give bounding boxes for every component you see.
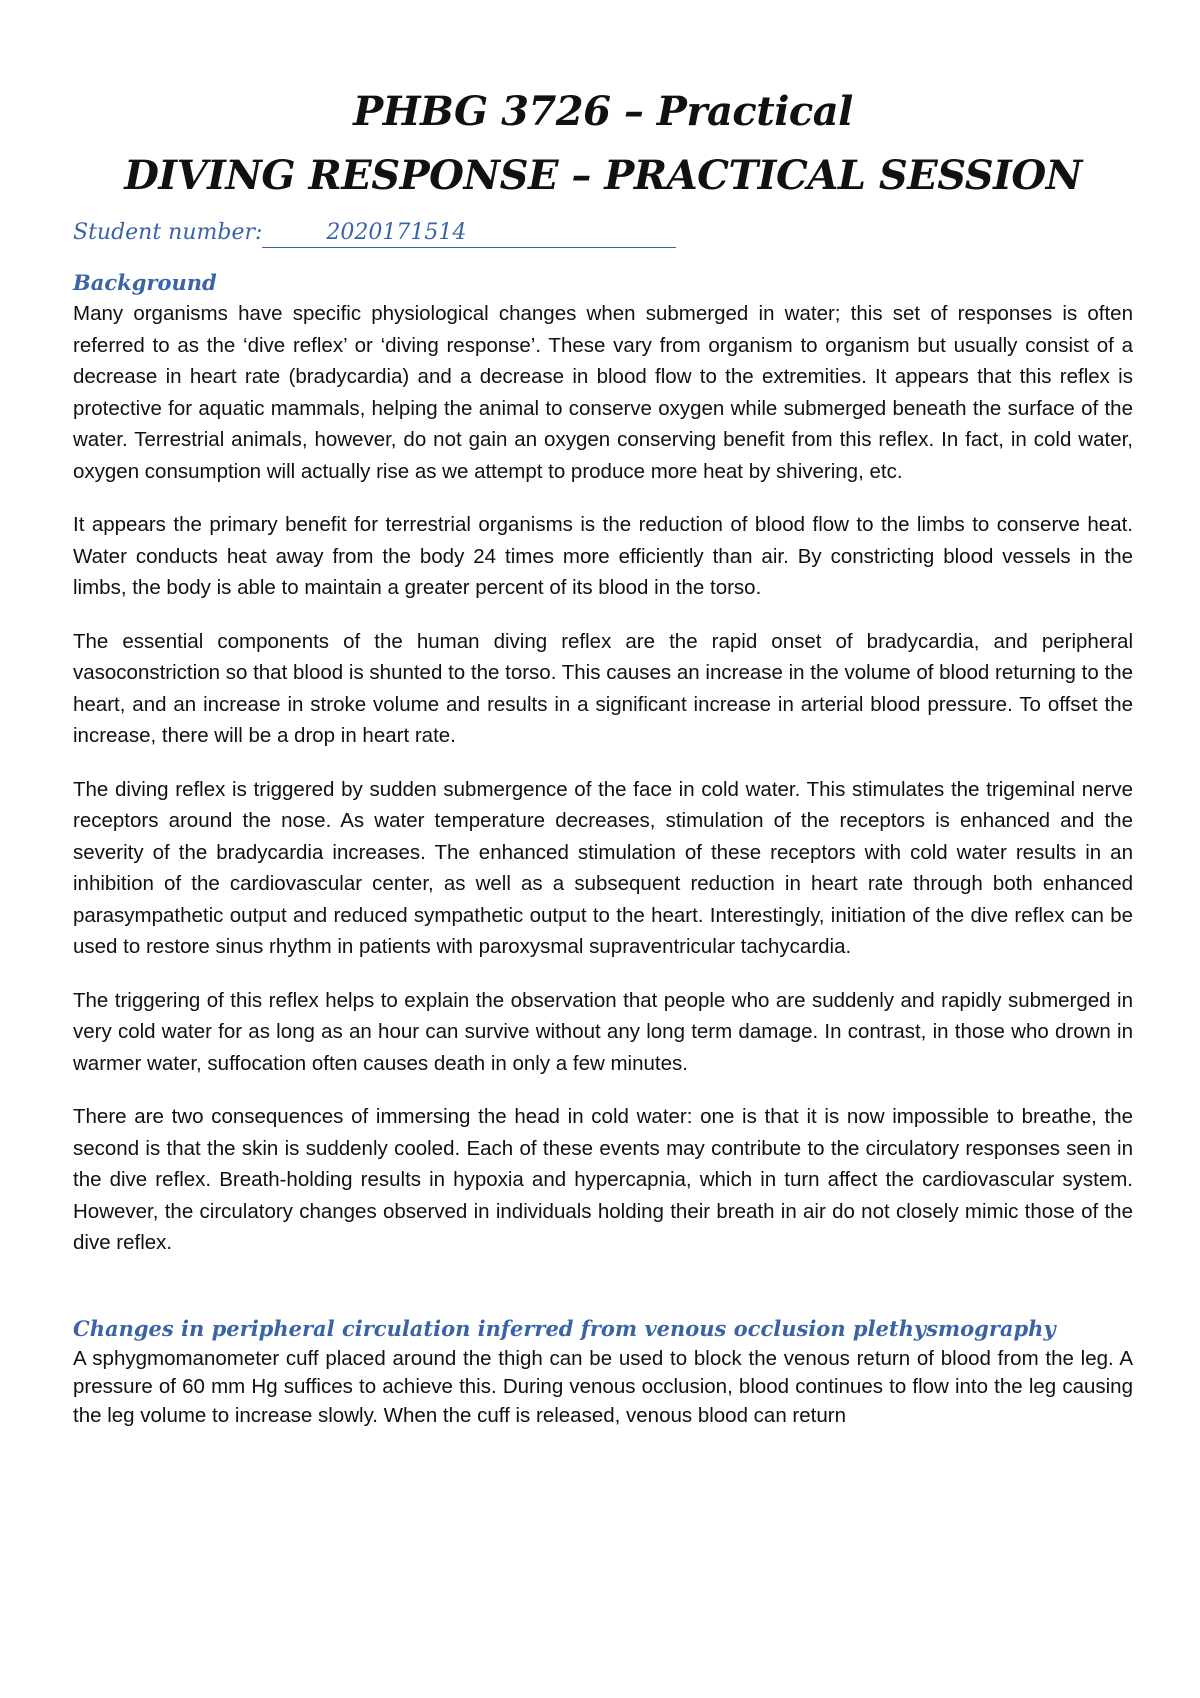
background-paragraph-3: The essential components of the human diving reflex are the rapid onset of bradycardia, and peripheral vasoconstriction so that blood is shunted to the torso. This causes an increase in the volume of blood returning to the heart, and an increase in stroke volume and results in a significant increase in arterial blood pressure. To offset the increase, there will be a drop in heart rate. bbox=[73, 629, 1133, 747]
student-number-value: 2020171514 bbox=[262, 219, 676, 248]
background-paragraph-1: Many organisms have specific physiological changes when submerged in water; this set of responses is often referred to as the ‘dive reflex’ or ‘diving response’. These vary from organism to organism but usually consist of a decrease in heart rate (bradycardia) and a decrease in blood flow to the extremities. It appears that this reflex is protective for aquatic mammals, helping the animal to conserve oxygen while submerged beneath the surface of the water. Terrestrial animals, however, do not gain an oxygen conserving benefit from this reflex. In fact, in cold water, oxygen consumption will actually rise as we attempt to produce more heat by shivering, etc. bbox=[73, 302, 1133, 483]
student-number-label: Student number: bbox=[73, 220, 263, 245]
student-number-row bbox=[73, 216, 1133, 250]
document-content bbox=[73, 80, 1133, 1430]
plethysmography-paragraph-1: A sphygmomanometer cuff placed around the thigh can be used to block the venous return of blood from the leg. A pressure of 60 mm Hg suffices to achieve this. During venous occlusion, blood continues to flow into the leg causing the leg volume to increase slowly. When the cuff is released, venous blood can return bbox=[73, 1346, 1133, 1427]
plethysmography-heading: Changes in peripheral circulation inferred from venous occlusion plethysmography bbox=[73, 1315, 1056, 1341]
background-heading: Background bbox=[73, 270, 217, 295]
session-title: DIVING RESPONSE – PRACTICAL SESSION bbox=[124, 152, 1082, 199]
background-paragraph-2: It appears the primary benefit for terrestrial organisms is the reduction of blood flow to the limbs to conserve heat. Water conducts heat away from the body 24 times more efficiently than air. By constricting blood vessels in the limbs, the body is able to maintain a greater percent of its blood in the torso. bbox=[73, 513, 1133, 599]
background-paragraph-5: The triggering of this reflex helps to explain the observation that people who are suddenly and rapidly submerged in very cold water for as long as an hour can survive without any long term damage. In contrast, in those who drown in warmer water, suffocation often causes death in only a few minutes. bbox=[73, 988, 1133, 1075]
course-title: PHBG 3726 – Practical bbox=[353, 88, 853, 135]
background-paragraph-6: There are two consequences of immersing the head in cold water: one is that it is now impossible to breathe, the second is that the skin is suddenly cooled. Each of these events may contribute to the circulatory responses seen in the dive reflex. Breath-holding results in hypoxia and hypercapnia, which in turn affect the cardiovascular system. However, the circulatory changes observed in individuals holding their breath in air do not closely mimic those of the dive reflex. bbox=[73, 1105, 1133, 1254]
background-paragraph-4: The diving reflex is triggered by sudden submergence of the face in cold water. This stimulates the trigeminal nerve receptors around the nose. As water temperature decreases, stimulation of the receptors is enhanced and the severity of the bradycardia increases. The enhanced stimulation of these receptors with cold water results in an inhibition of the cardiovascular center, as well as a subsequent reduction in heart rate through both enhanced parasympathetic output and reduced sympathetic output to the heart. Interestingly, initiation of the dive reflex can be used to restore sinus rhythm in patients with paroxysmal supraventricular tachycardia. bbox=[73, 777, 1133, 958]
